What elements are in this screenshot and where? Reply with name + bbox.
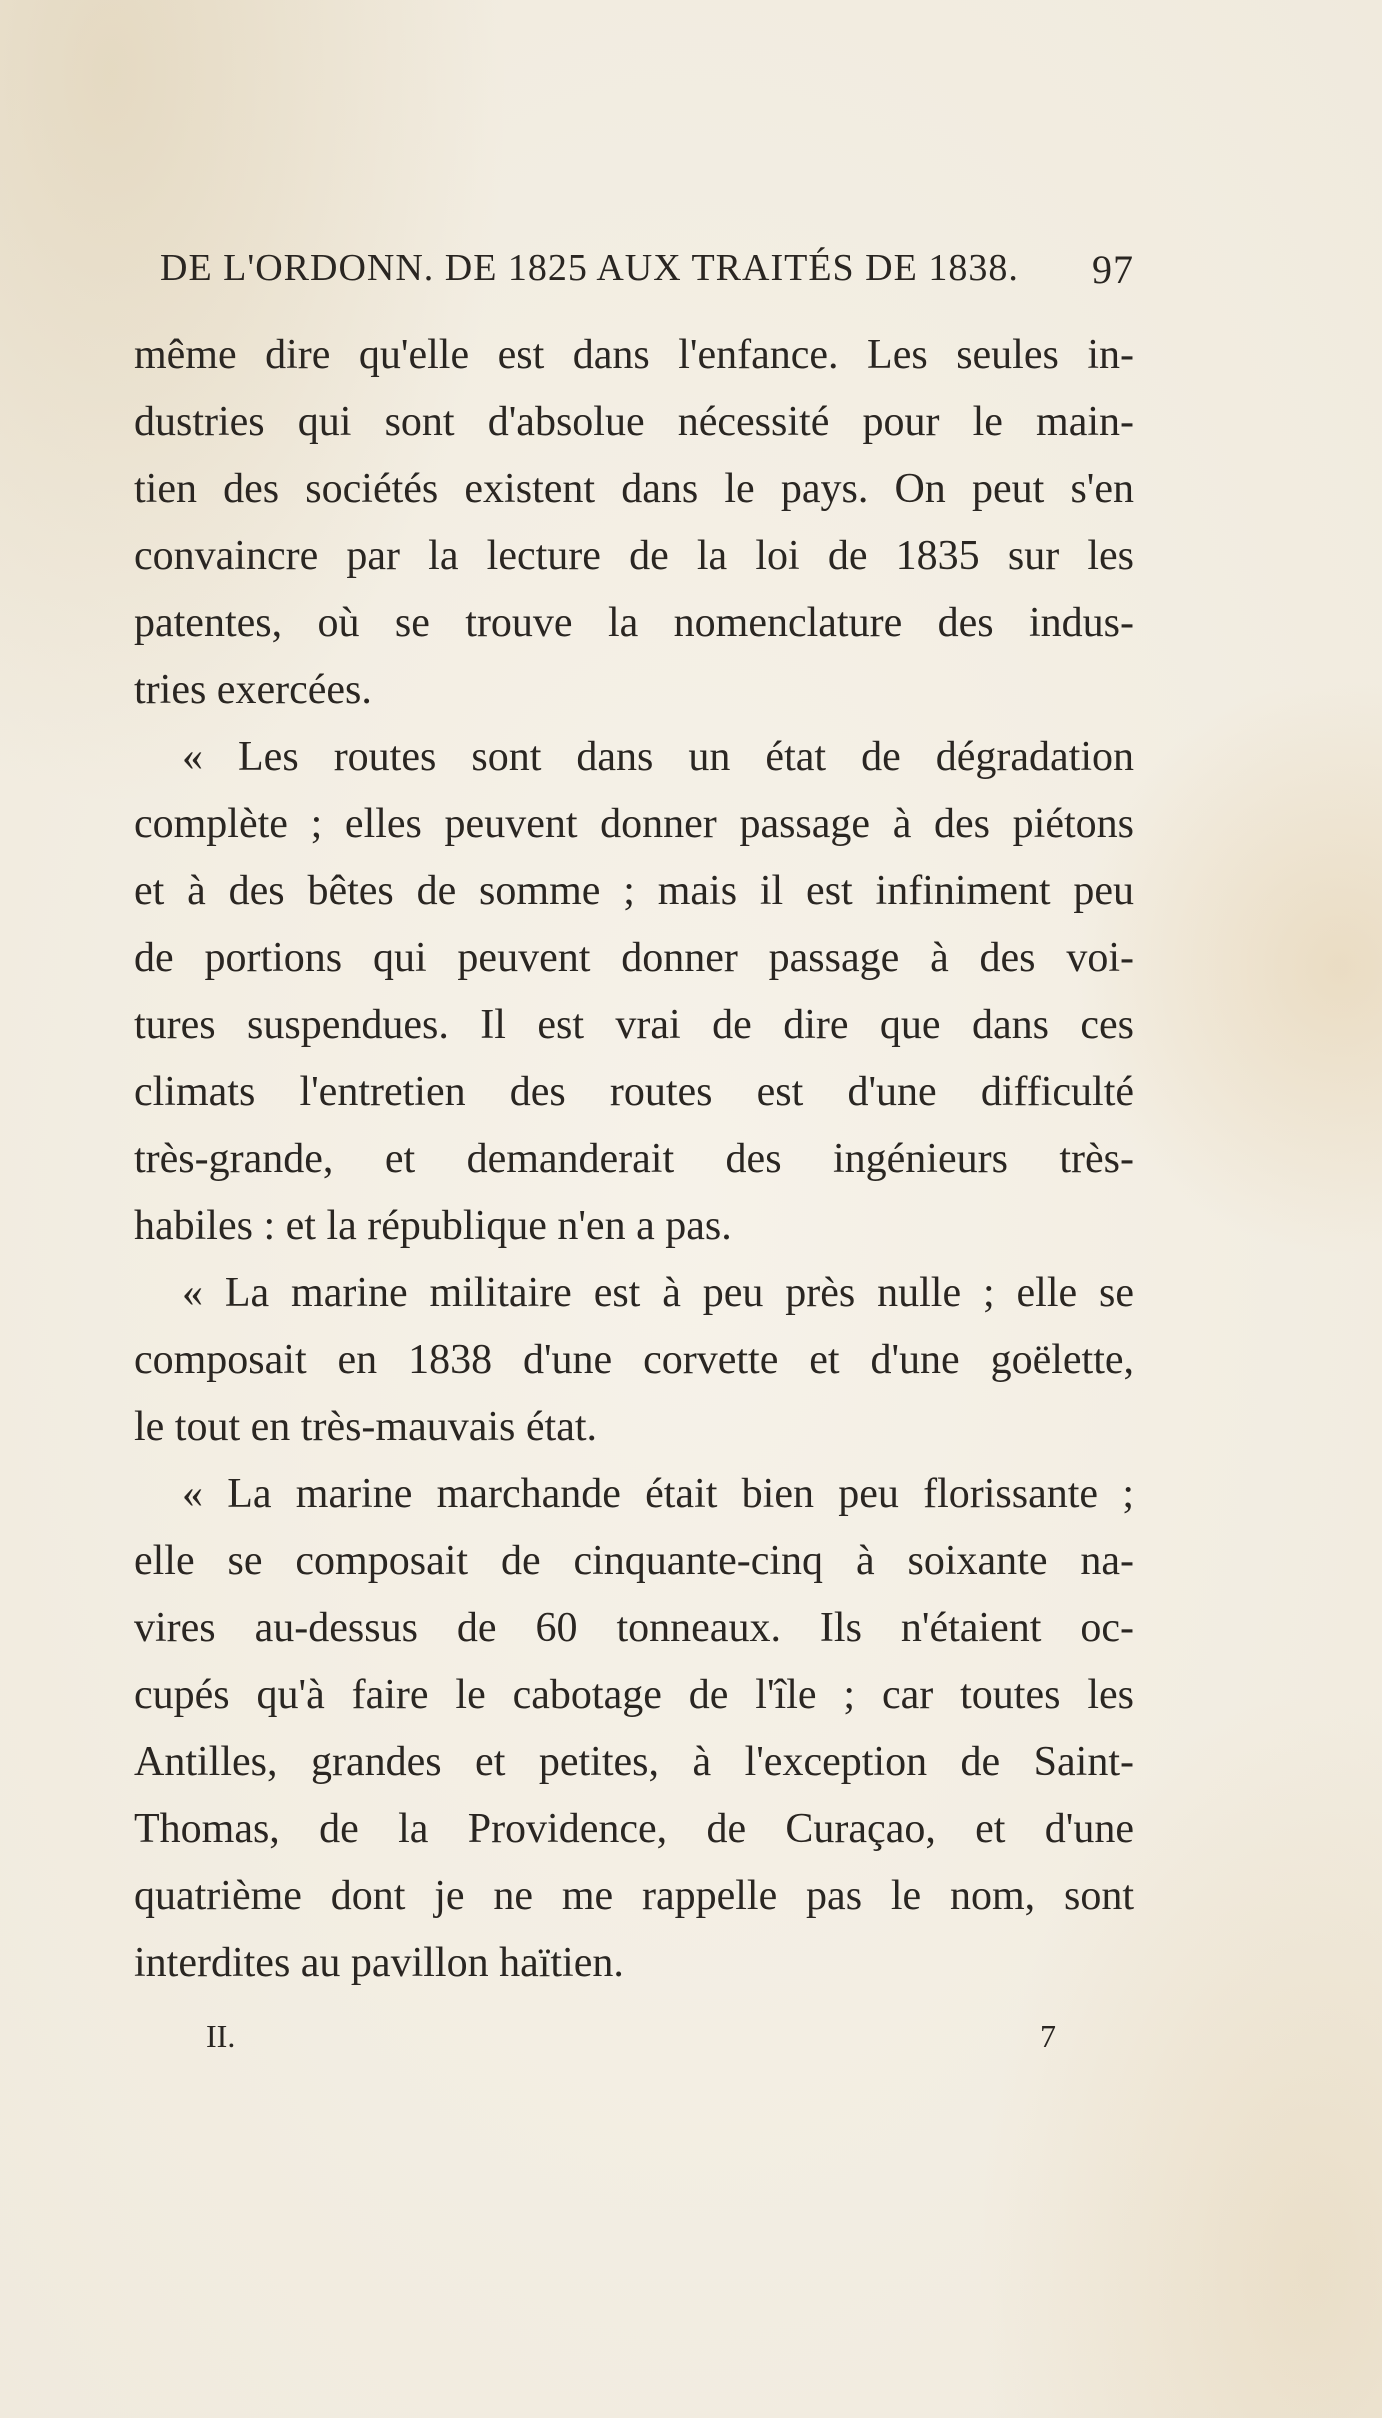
running-head: DE L'ORDONN. DE 1825 AUX TRAITÉS DE 1838.: [160, 247, 1019, 289]
text-line: quatrième dont je ne me rappelle pas le nom, sont: [134, 1873, 1134, 1919]
text-line: convaincre par la lecture de la loi de 1835 sur les: [134, 533, 1134, 579]
text-line: tures suspendues. Il est vrai de dire que dans ces: [134, 1002, 1134, 1048]
signature-mark: II.: [206, 2018, 236, 2054]
text-line: vires au-dessus de 60 tonneaux. Ils n'étaient oc-: [134, 1605, 1134, 1651]
text-line: de portions qui peuvent donner passage à des voi-: [134, 935, 1134, 981]
paragraph-3: [134, 1260, 1134, 1461]
text-line: elle se composait de cinquante-cinq à soixante na-: [134, 1538, 1134, 1584]
page-number: 97: [1092, 247, 1134, 292]
text-line: même dire qu'elle est dans l'enfance. Les seules in-: [134, 332, 1134, 378]
page-header: [134, 246, 1134, 306]
text-line: et à des bêtes de somme ; mais il est infiniment peu: [134, 868, 1134, 914]
text-line: « La marine marchande était bien peu florissante ;: [182, 1471, 1134, 1517]
text-line: Thomas, de la Providence, de Curaçao, et d'une: [134, 1806, 1134, 1852]
paragraph-2: [134, 724, 1134, 1260]
text-line: le tout en très-mauvais état.: [134, 1404, 598, 1450]
text-line: tries exercées.: [134, 667, 372, 713]
text-line: habiles : et la république n'en a pas.: [134, 1203, 732, 1249]
page-footer: [206, 2018, 1056, 2068]
body-text: [134, 322, 1134, 1997]
text-line: climats l'entretien des routes est d'une difficulté: [134, 1069, 1134, 1115]
text-line: cupés qu'à faire le cabotage de l'île ; car toutes les: [134, 1672, 1134, 1718]
text-line: interdites au pavillon haïtien.: [134, 1940, 624, 1986]
text-line: « La marine militaire est à peu près nulle ; elle se: [182, 1270, 1134, 1316]
text-line: tien des sociétés existent dans le pays. On peut s'en: [134, 466, 1134, 512]
folio-number: 7: [1040, 2018, 1056, 2054]
paragraph-1: [134, 322, 1134, 724]
text-line: complète ; elles peuvent donner passage à des piétons: [134, 801, 1134, 847]
text-line: patentes, où se trouve la nomenclature des indus-: [134, 600, 1134, 646]
paragraph-4: [134, 1461, 1134, 1997]
text-line: très-grande, et demanderait des ingénieurs très-: [134, 1136, 1134, 1182]
text-line: Antilles, grandes et petites, à l'exception de Saint-: [134, 1739, 1134, 1785]
text-line: « Les routes sont dans un état de dégradation: [182, 734, 1134, 780]
text-line: dustries qui sont d'absolue nécessité pour le main-: [134, 399, 1134, 445]
text-line: composait en 1838 d'une corvette et d'une goëlette,: [134, 1337, 1134, 1383]
